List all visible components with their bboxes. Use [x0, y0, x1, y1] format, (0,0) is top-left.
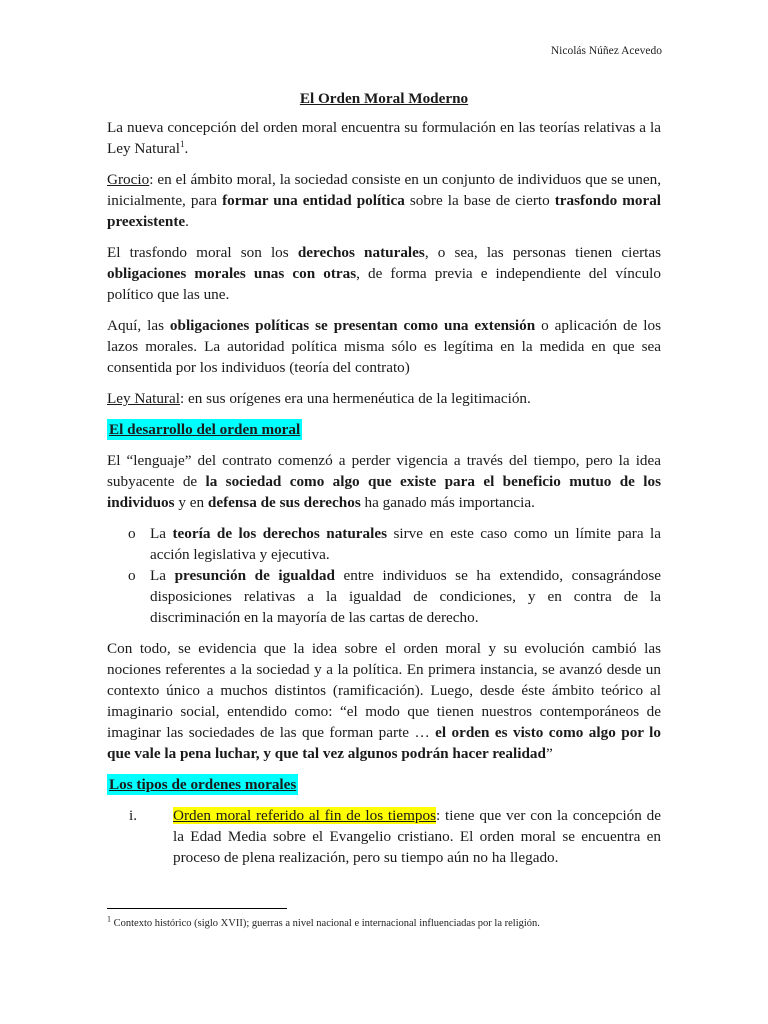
list-item [107, 805, 661, 868]
highlighted-term: Orden moral referido al fin de los tiempos [173, 807, 436, 824]
paragraph-text: , o sea, las personas tienen ciertas [424, 244, 661, 261]
footnote-divider [107, 908, 287, 909]
paragraph-text: ” [545, 745, 553, 762]
paragraph-text: , de forma previa e independiente del vínculo político que las une. [107, 265, 661, 303]
paragraph-text: entre individuos se ha extendido, consagrándose disposiciones relativas a la igualdad de condiciones, y en contra de la discriminación en la mayoría de las cartas de derecho. [150, 567, 661, 626]
bold-text: derechos naturales [297, 244, 425, 261]
list-item [107, 523, 661, 565]
bold-text: formar una entidad política [222, 192, 405, 209]
paragraph-intro [107, 117, 661, 159]
bold-text: defensa de sus derechos [207, 494, 361, 511]
paragraph-trasfondo [107, 242, 661, 305]
paragraph-con-todo [107, 638, 661, 764]
bold-text: la sociedad como algo que existe para el beneficio mutuo de los individuos [107, 473, 661, 511]
paragraph-text: El “lenguaje” del contrato comenzó a perder vigencia a través del tiempo, pero la idea subyacente de [107, 452, 661, 490]
section-heading-text: Los tipos de ordenes morales [109, 776, 297, 793]
bullet-list [107, 523, 661, 628]
paragraph-text: : en sus orígenes era una hermenéutica de la legitimación. [179, 390, 531, 407]
list-marker: i. [129, 807, 138, 824]
bold-text: el orden es visto como algo por lo que vale la pena luchar, y que tal vez algunos podrán hacer realidad [107, 724, 661, 762]
paragraph-text: o aplicación de los lazos morales. La autoridad política misma sólo es legítima en la medida en que sea consentida por los individuos (teoría del contrato) [107, 317, 661, 376]
author-name: Nicolás Núñez Acevedo [550, 45, 662, 57]
paragraph-text: El trasfondo moral son los [107, 244, 298, 261]
footnote-reference[interactable]: 1 [179, 138, 185, 149]
bullet-marker: o [128, 525, 136, 542]
paragraph-lenguaje [107, 450, 661, 513]
section-heading-tipos [107, 774, 661, 795]
paragraph-text: ha ganado más importancia. [360, 494, 535, 511]
footnote-number: 1 [107, 914, 111, 924]
footnote-text: Contexto histórico (siglo XVII); guerras a nivel nacional e internacional influenciadas por la religión. [111, 918, 540, 929]
paragraph-text: Con todo, se evidencia que la idea sobre el orden moral y su evolución cambió las nociones referentes a la sociedad y a la política. En primera instancia, se avanzó desde un contexto único a muchos distintos (ramificación). Luego, desde éste ámbito teórico al imaginario social, entendido como: “el modo que tienen nuestros contemporáneos de imaginar las sociedades de las que forman parte … [107, 640, 661, 741]
term-label: Ley Natural [107, 390, 180, 407]
paragraph-grocio [107, 169, 661, 232]
paragraph-text: : tiene que ver con la concepción de la Edad Media sobre el Evangelio cristiano. El orden moral se encuentra en proceso de plena realización, pero su tiempo aún no ha llegado. [173, 807, 662, 866]
paragraph-text: sirve en este caso como un límite para la acción legislativa y ejecutiva. [150, 525, 661, 563]
paragraph-text: y en [174, 494, 208, 511]
paragraph-text: La nueva concepción del orden moral encuentra su formulación en las teorías relativas a la Ley Natural [107, 119, 661, 157]
paragraph-text: La [150, 567, 175, 584]
paragraph-text: . [184, 140, 189, 157]
section-heading-text: El desarrollo del orden moral [109, 421, 301, 438]
bold-text: trasfondo moral preexistente [107, 192, 662, 230]
bullet-marker: o [128, 567, 136, 584]
bold-text: obligaciones morales unas con otras [107, 265, 357, 282]
paragraph-text: sobre la base de cierto [404, 192, 555, 209]
bold-text: teoría de los derechos naturales [172, 525, 387, 542]
paragraph-text: : en el ámbito moral, la sociedad consiste en un conjunto de individuos que se unen, inicialmente, para [107, 171, 661, 209]
paragraph-ley-natural [107, 388, 661, 409]
paragraph-text: La [150, 525, 173, 542]
footnote [107, 914, 540, 929]
bold-text: obligaciones políticas se presentan como una extensión [169, 317, 536, 334]
section-heading-desarrollo [107, 419, 661, 440]
page-title: El Orden Moral Moderno [299, 90, 469, 107]
term-label: Grocio [107, 171, 150, 188]
paragraph-text: Aquí, las [107, 317, 170, 334]
list-item [107, 565, 661, 628]
paragraph-text: . [185, 213, 189, 230]
bold-text: presunción de igualdad [174, 567, 335, 584]
paragraph-obligaciones [107, 315, 661, 378]
document-body [107, 88, 661, 868]
